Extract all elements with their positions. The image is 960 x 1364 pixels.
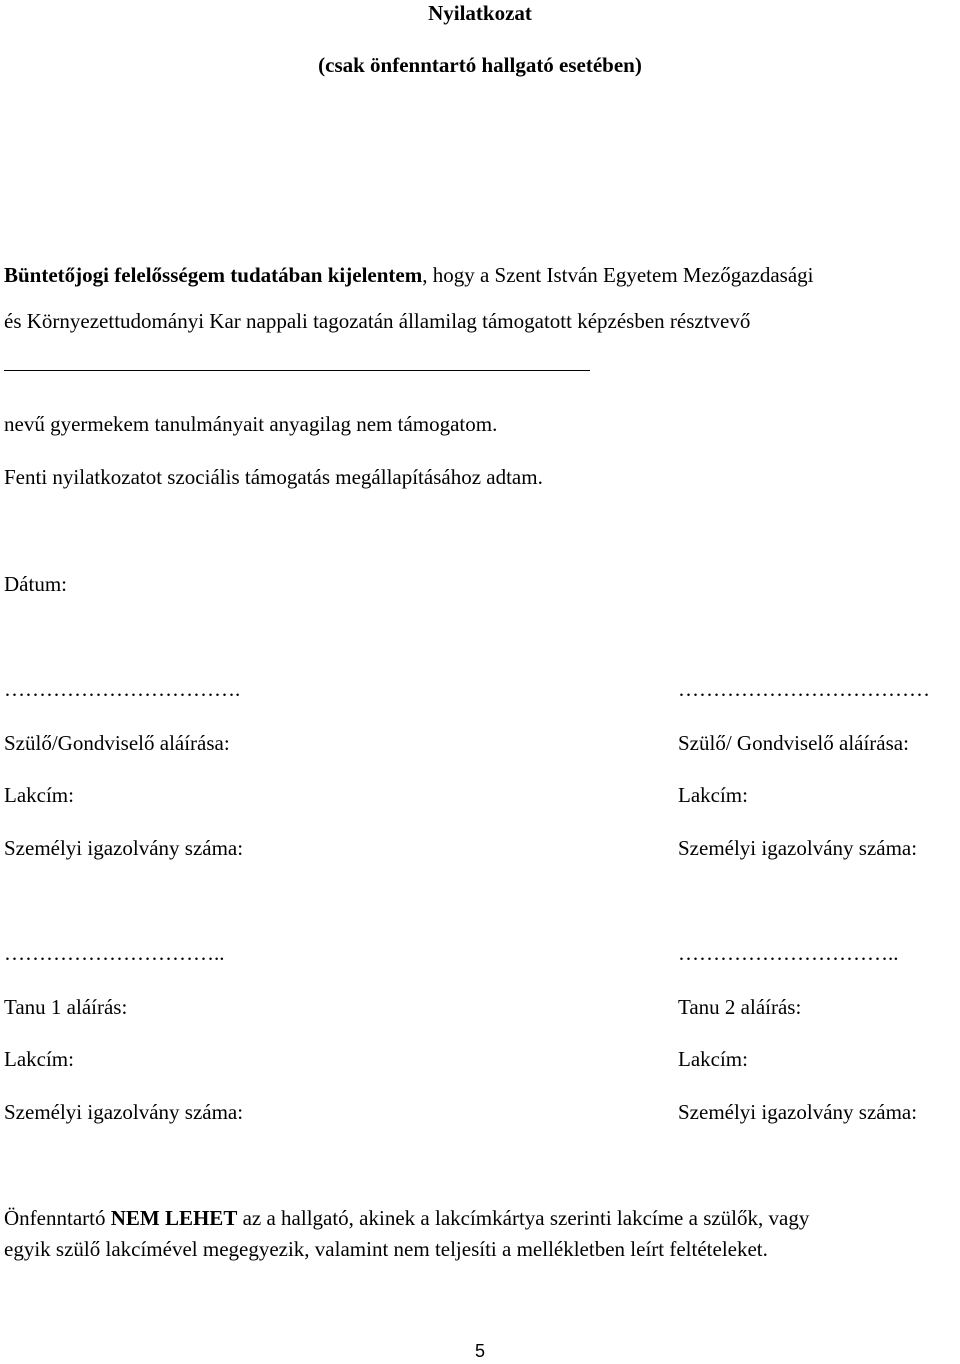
declaration-line-2: és Környezettudományi Kar nappali tagozatán államilag támogatott képzésben résztvevő [4, 309, 751, 333]
footer-note-line-1 [4, 1207, 809, 1230]
parent-left-signature-label: Szülő/Gondviselő aláírása: [4, 731, 230, 755]
declaration-line-1 [4, 264, 814, 287]
declaration-bold-phrase: Büntetőjogi felelősségem tudatában kijelentem [4, 263, 423, 287]
document-title: Nyilatkozat [428, 1, 532, 25]
footer-note-line-2: egyik szülő lakcímével megegyezik, valamint nem teljesíti a mellékletben leírt feltételeket. [4, 1237, 768, 1261]
document-subtitle: (csak önfenntartó hallgató esetében) [318, 53, 642, 77]
declaration-line-1-rest: , hogy a Szent István Egyetem Mezőgazdasági [422, 263, 814, 287]
footer-note-bold: NEM LEHET [110, 1206, 238, 1230]
footer-note-part-1: Önfenntartó [4, 1206, 111, 1230]
footer-note-part-2: az a hallgató, akinek a lakcímkártya szerinti lakcíme a szülők, vagy [237, 1206, 810, 1230]
parent-right-id-label: Személyi igazolvány száma: [678, 836, 918, 860]
page-number: 5 [474, 1341, 485, 1361]
child-name-blank-line [4, 370, 590, 371]
parent-left-id-label: Személyi igazolvány száma: [4, 836, 244, 860]
parent-left-signature-dots: ……………………………. [4, 677, 241, 701]
witness-right-signature-label: Tanu 2 aláírás: [678, 995, 802, 1019]
witness-right-address-label: Lakcím: [678, 1047, 748, 1071]
witness-left-signature-label: Tanu 1 aláírás: [4, 995, 128, 1019]
witness-right-id-label: Személyi igazolvány száma: [678, 1100, 918, 1124]
parent-right-address-label: Lakcím: [678, 783, 748, 807]
witness-left-signature-dots: ………………………….. [4, 941, 225, 965]
declaration-line-4: Fenti nyilatkozatot szociális támogatás megállapításához adtam. [4, 465, 543, 489]
date-label: Dátum: [4, 572, 67, 596]
parent-left-address-label: Lakcím: [4, 783, 74, 807]
parent-right-signature-label: Szülő/ Gondviselő aláírása: [678, 731, 909, 755]
declaration-line-3: nevű gyermekem tanulmányait anyagilag nem támogatom. [4, 412, 498, 436]
witness-right-signature-dots: ………………………….. [678, 941, 899, 965]
witness-left-id-label: Személyi igazolvány száma: [4, 1100, 244, 1124]
parent-right-signature-dots: ……………………………… [678, 677, 930, 701]
witness-left-address-label: Lakcím: [4, 1047, 74, 1071]
